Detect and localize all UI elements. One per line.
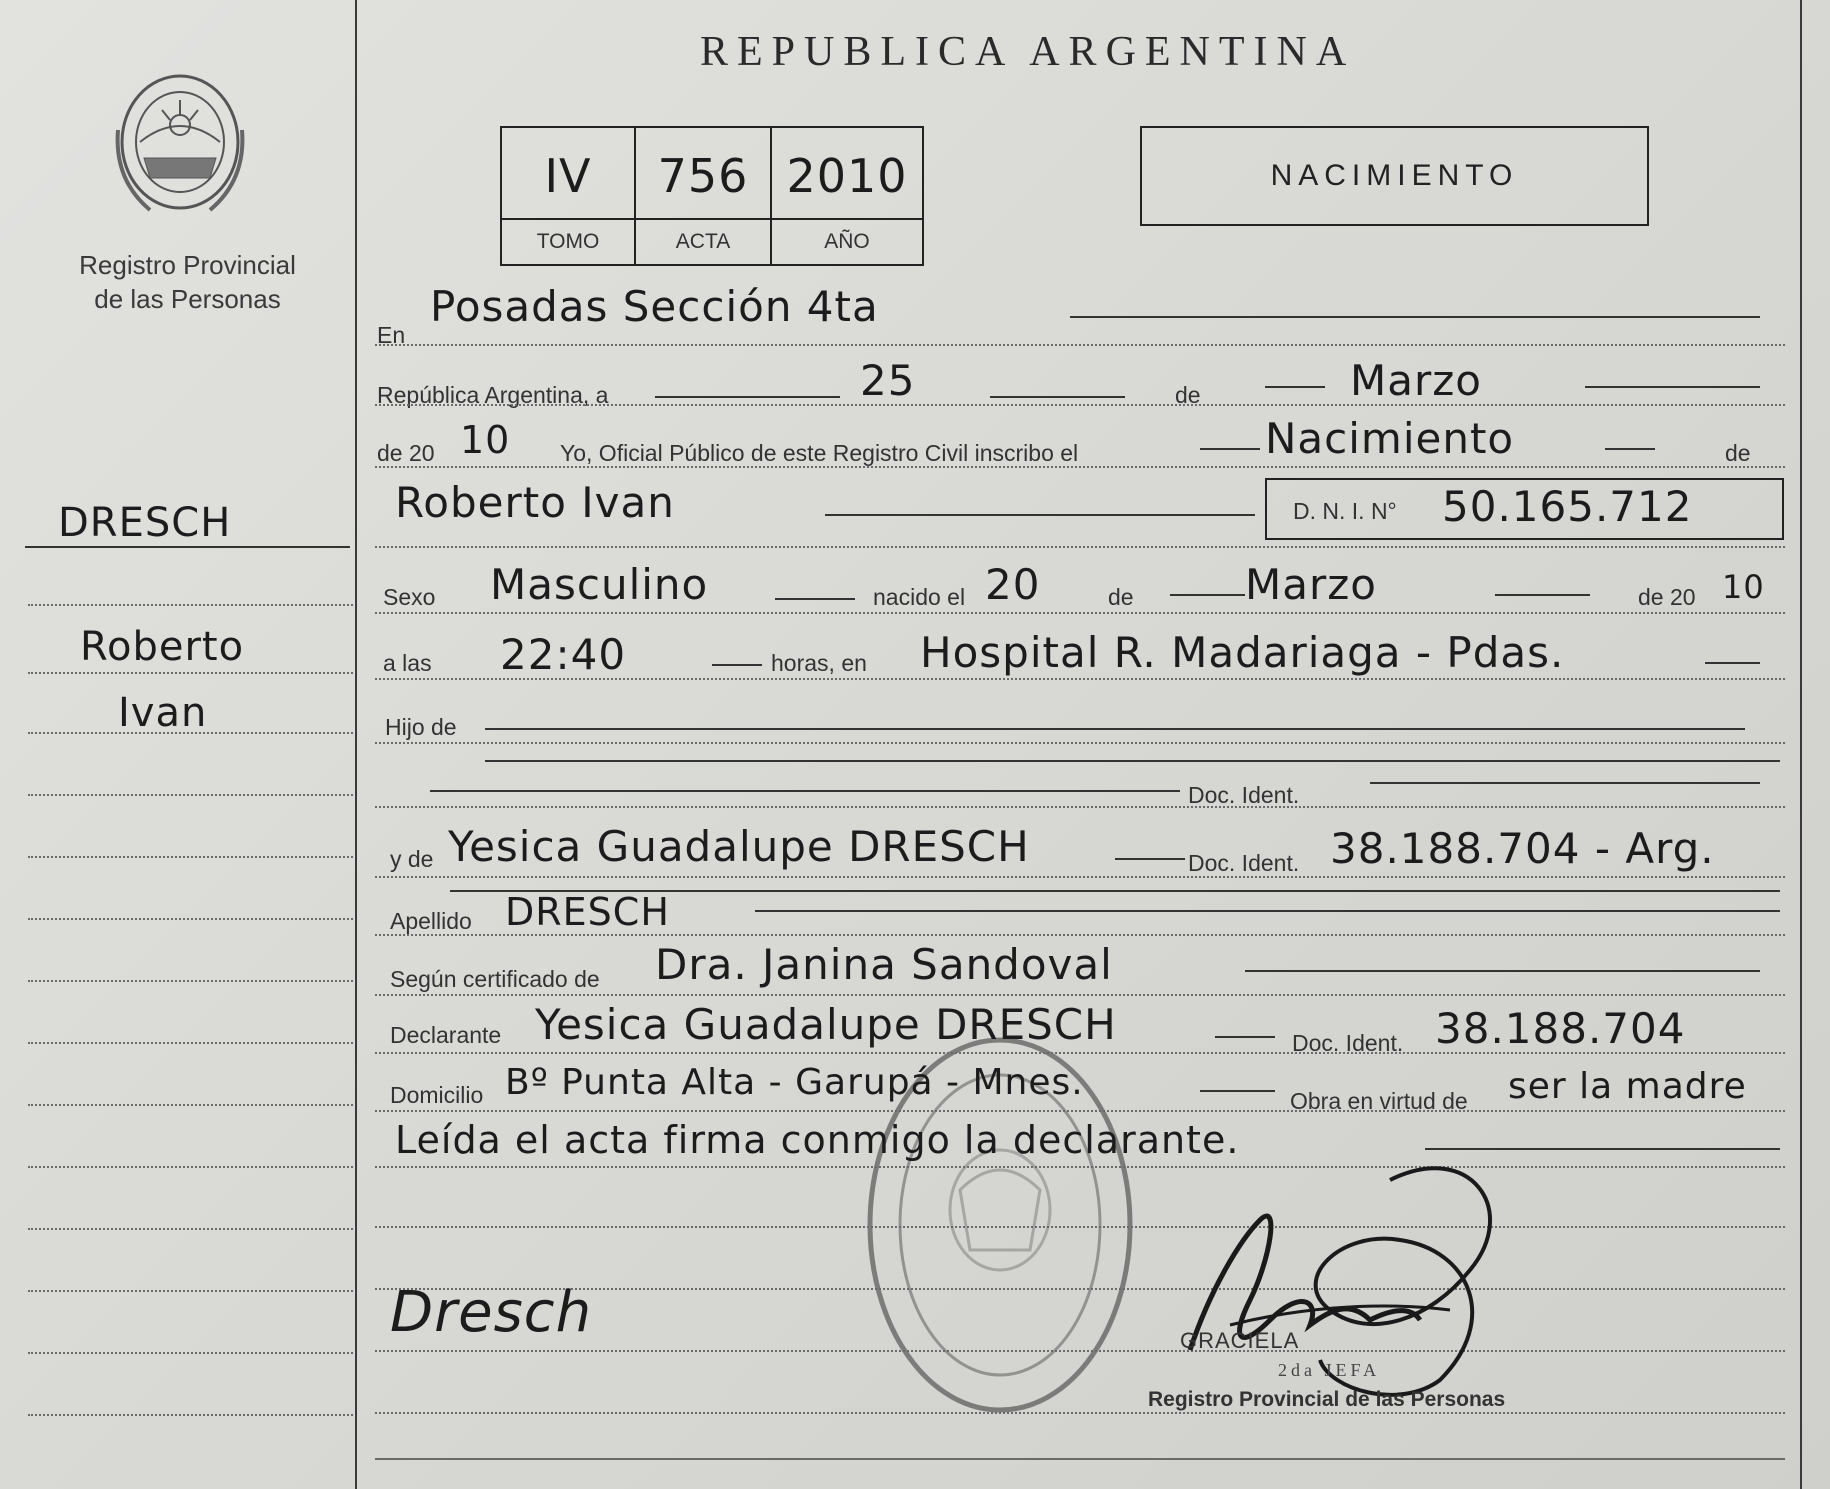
provincial-seal-icon — [110, 70, 250, 220]
fill-line — [485, 760, 1780, 762]
doc-ident-label-2: Doc. Ident. — [1188, 850, 1300, 876]
fill-line — [430, 790, 1180, 792]
yde-label: y de — [390, 846, 434, 872]
reason-value: ser la madre — [1508, 1066, 1747, 1107]
mother-value: Yesica Guadalupe DRESCH — [448, 822, 1030, 871]
margin-rule — [28, 1104, 353, 1106]
row-rule — [375, 344, 1785, 346]
surname-value: DRESCH — [505, 890, 670, 934]
fill-line — [990, 396, 1125, 398]
row-rule — [375, 1110, 1785, 1112]
event-value: Nacimiento — [1265, 414, 1515, 463]
fill-line — [1215, 1036, 1275, 1038]
row-rule — [375, 404, 1785, 406]
row-rule — [375, 994, 1785, 996]
sexo-label: Sexo — [383, 584, 436, 610]
row-rule — [375, 1166, 1785, 1168]
row-rule — [375, 546, 1785, 548]
declarant-doc-value: 38.188.704 — [1435, 1004, 1686, 1053]
official-text: Yo, Oficial Público de este Registro Civil inscribo el — [560, 440, 1079, 466]
day-value: 25 — [860, 356, 916, 405]
tomo-label: TOMO — [536, 230, 600, 253]
fill-line — [1495, 594, 1590, 596]
birth-year-label: de 20 — [1638, 584, 1696, 610]
anio-label: AÑO — [824, 230, 870, 253]
acta-value: 756 — [636, 134, 770, 220]
horas-label: horas, en — [771, 650, 867, 676]
row-rule — [375, 1350, 1785, 1352]
de-label: de — [1175, 382, 1201, 408]
dni-box — [1265, 478, 1784, 540]
margin-rule — [28, 856, 353, 858]
margin-rule — [28, 1290, 353, 1292]
fill-line — [825, 514, 1255, 516]
margin-given-name-2: Ivan — [118, 690, 208, 736]
fill-line — [1245, 970, 1760, 972]
domicilio-label: Domicilio — [390, 1082, 484, 1108]
fill-line — [1200, 448, 1260, 450]
birth-day-value: 20 — [985, 560, 1041, 609]
closing-note: Leída el acta firma conmigo la declarante. — [395, 1118, 1240, 1162]
fill-line — [1200, 1090, 1275, 1092]
country-title: REPUBLICA ARGENTINA — [700, 29, 1356, 75]
margin-column — [0, 0, 357, 1489]
officer-office: Registro Provincial de las Personas — [1148, 1388, 1506, 1411]
obra-label: Obra en virtud de — [1290, 1088, 1468, 1114]
fill-line — [1115, 858, 1185, 860]
registry-name-line2: de las Personas — [94, 284, 281, 314]
row-rule — [375, 806, 1785, 808]
acta-cell — [636, 128, 772, 264]
row-rule — [375, 678, 1785, 680]
fill-line — [775, 598, 855, 600]
doc-ident-label-1: Doc. Ident. — [1188, 782, 1300, 808]
margin-rule — [28, 732, 353, 734]
alas-label: a las — [383, 650, 432, 676]
year-suffix-value: 10 — [460, 418, 511, 462]
dni-value: 50.165.712 — [1442, 482, 1693, 531]
officer-role: 2da JEFA — [1278, 1360, 1381, 1380]
tomo-value: IV — [502, 134, 634, 220]
year-prefix-label: de 20 — [377, 440, 435, 466]
margin-rule — [28, 1166, 353, 1168]
nacido-label: nacido el — [873, 584, 966, 610]
declarant-signature: Dresch — [390, 1280, 593, 1345]
row-rule — [375, 1458, 1785, 1460]
apellido-label: Apellido — [390, 908, 472, 934]
margin-rule — [28, 1042, 353, 1044]
birth-year-suffix: 10 — [1722, 568, 1765, 606]
en-label: En — [377, 322, 406, 348]
declarante-label: Declarante — [390, 1022, 502, 1048]
anio-cell — [772, 128, 922, 264]
declarant-value: Yesica Guadalupe DRESCH — [535, 1000, 1117, 1049]
officer-name: GRACIELA — [1180, 1328, 1300, 1353]
birth-place-value: Hospital R. Madariaga - Pdas. — [920, 628, 1565, 677]
margin-given-name-1: Roberto — [80, 624, 245, 670]
name-value: Roberto Ivan — [395, 478, 675, 527]
row-rule — [375, 934, 1785, 936]
margin-rule — [28, 604, 353, 606]
row-rule — [375, 742, 1785, 744]
row-rule — [375, 1052, 1785, 1054]
row-rule — [375, 1412, 1785, 1414]
mother-doc-value: 38.188.704 - Arg. — [1330, 824, 1715, 873]
de-label-2: de — [1725, 440, 1751, 466]
doc-ident-label-3: Doc. Ident. — [1292, 1030, 1404, 1056]
fill-line — [1265, 386, 1325, 388]
fill-line — [1705, 662, 1760, 664]
fill-line — [1370, 782, 1760, 784]
margin-rule — [28, 1414, 353, 1416]
margin-rule — [28, 980, 353, 982]
record-type-box: NACIMIENTO — [1140, 126, 1649, 226]
right-border — [1800, 0, 1802, 1489]
hijo-label: Hijo de — [385, 714, 457, 740]
fill-line — [1605, 448, 1655, 450]
margin-surname: DRESCH — [58, 500, 232, 546]
margin-rule — [28, 1228, 353, 1230]
fill-line — [1070, 316, 1760, 318]
doctor-value: Dra. Janina Sandoval — [655, 940, 1113, 989]
sexo-value: Masculino — [490, 560, 709, 609]
anio-value: 2010 — [772, 134, 922, 220]
place-value: Posadas Sección 4ta — [430, 282, 879, 331]
row-rule — [375, 876, 1785, 878]
registry-name — [40, 248, 335, 316]
margin-rule — [28, 672, 353, 674]
certificado-label: Según certificado de — [390, 966, 600, 992]
time-value: 22:40 — [500, 630, 627, 679]
dni-label: D. N. I. N° — [1293, 498, 1397, 524]
registry-reference-box — [500, 126, 924, 266]
fill-line — [712, 664, 762, 666]
row-rule — [375, 1226, 1785, 1228]
margin-rule — [28, 794, 353, 796]
margin-rule — [25, 546, 350, 548]
fill-line — [1585, 386, 1760, 388]
fill-line — [755, 910, 1780, 912]
birth-month-value: Marzo — [1245, 560, 1377, 609]
margin-rule — [28, 918, 353, 920]
fill-line — [1170, 594, 1245, 596]
address-value: Bº Punta Alta - Garupá - Mnes. — [505, 1062, 1084, 1103]
fill-line — [485, 728, 1745, 730]
de-label-3: de — [1108, 584, 1134, 610]
acta-label: ACTA — [675, 230, 731, 253]
row-rule — [375, 466, 1785, 468]
republic-label: República Argentina, a — [377, 382, 609, 408]
tomo-cell — [502, 128, 636, 264]
month-value: Marzo — [1350, 356, 1482, 405]
registry-name-line1: Registro Provincial — [79, 250, 296, 280]
row-rule — [375, 612, 1785, 614]
margin-rule — [28, 1352, 353, 1354]
fill-line — [655, 396, 840, 398]
